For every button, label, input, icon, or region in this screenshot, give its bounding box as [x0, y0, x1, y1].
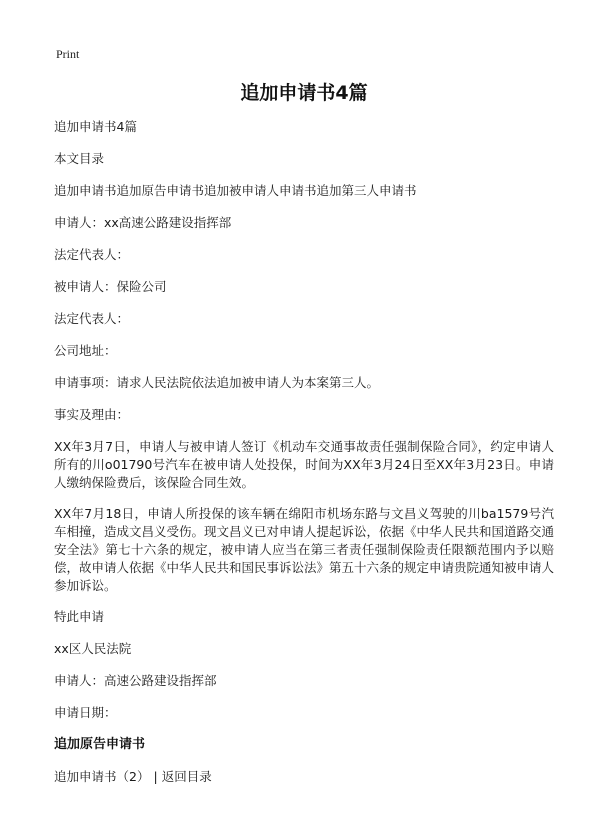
facts-heading: 事实及理由： — [54, 407, 130, 422]
facts-paragraph-1: XX年3月7日，申请人与被申请人签订《机动车交通事故责任强制保险合同》，约定申请人所有的川o01790号汽车在被申请人处投保，时间为XX年3月24日至XX年3月23日。申请人缴纳保险费后，该保险合同生效。 — [54, 439, 554, 490]
closing-court: xx区人民法院 — [54, 641, 132, 656]
back-to-toc-link[interactable]: 返回目录 — [161, 769, 212, 784]
facts-paragraph-2: XX年7月18日，申请人所投保的该车辆在绵阳市机场东路与文昌义驾驶的川ba1579号汽车相撞，造成文昌义受伤。现文昌义已对申请人提起诉讼，依据《中华人民共和国道路交通安全法》第七十六条的规定，被申请人应当在第三者责任强制保险责任限额范围内予以赔偿，故申请人依据《中华人民共和国民事诉讼法》第五十六条的规定申请贵院通知被申请人参加诉讼。 — [54, 506, 555, 593]
closing-special: 特此申请 — [54, 609, 105, 624]
next-section-heading: 追加原告申请书 — [54, 737, 146, 752]
closing-date: 申请日期： — [54, 705, 117, 720]
footer-separator: | — [153, 769, 158, 784]
toc-line: 追加申请书追加原告申请书追加被申请人申请书追加第三人申请书 — [54, 183, 417, 198]
company-address-line: 公司地址： — [54, 343, 117, 358]
legal-rep-line-2: 法定代表人： — [54, 311, 130, 326]
applicant-line: 申请人：xx高速公路建设指挥部 — [54, 215, 232, 230]
request-line: 申请事项：请求人民法院依法追加被申请人为本案第三人。 — [54, 375, 380, 390]
footer-item-label: 追加申请书（2） — [54, 769, 150, 784]
toc-heading: 本文目录 — [54, 151, 105, 166]
footer-nav — [54, 768, 554, 786]
closing-applicant: 申请人：高速公路建设指挥部 — [54, 673, 217, 688]
legal-rep-line-1: 法定代表人： — [54, 247, 130, 262]
doc-subtitle: 追加申请书4篇 — [54, 119, 137, 134]
print-link[interactable]: Print — [56, 47, 80, 61]
document-title: 追加申请书4篇 — [240, 82, 368, 104]
respondent-line: 被申请人：保险公司 — [54, 279, 167, 294]
